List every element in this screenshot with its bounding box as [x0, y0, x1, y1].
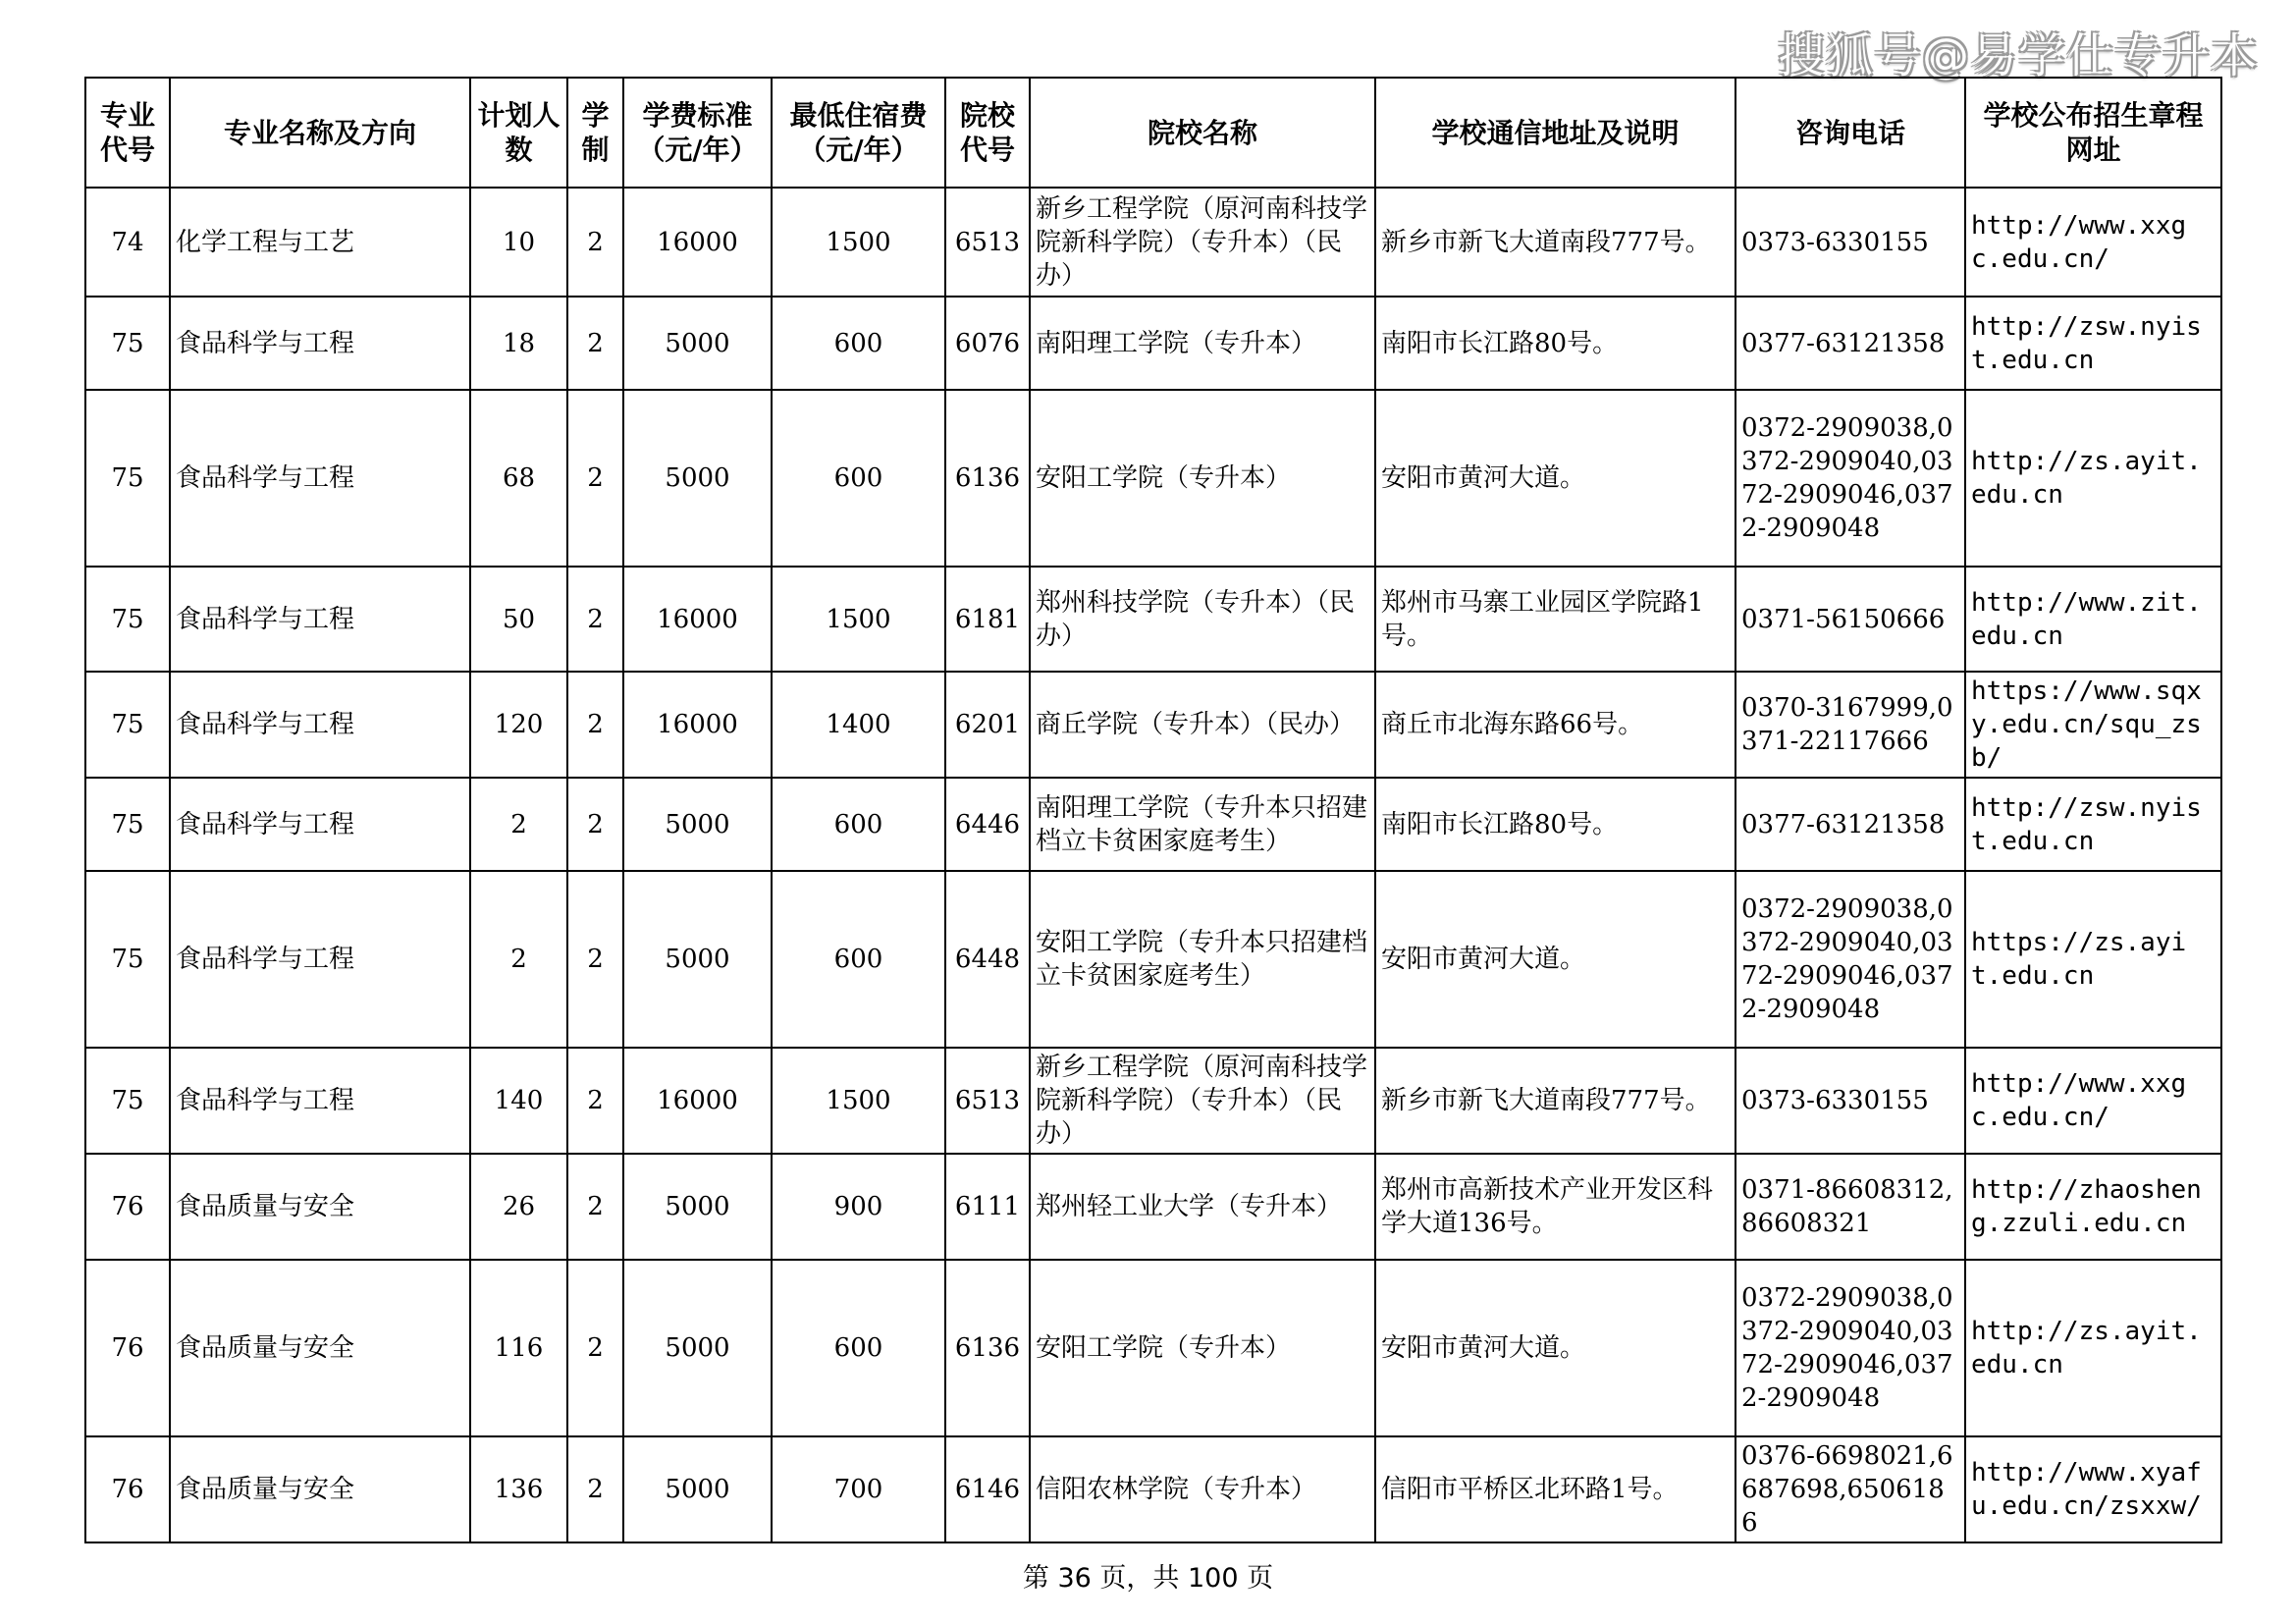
- cell-phone: 0371-86608312,86608321: [1735, 1154, 1965, 1260]
- cell-school-name: 安阳工学院（专升本只招建档立卡贫困家庭考生）: [1030, 871, 1375, 1048]
- cell-address: 郑州市马寨工业园区学院路1号。: [1375, 567, 1735, 672]
- cell-major: 食品科学与工程: [170, 390, 470, 567]
- cell-school-name: 信阳农林学院（专升本）: [1030, 1436, 1375, 1542]
- table-row: [85, 188, 2221, 297]
- cell-phone: 0377-63121358: [1735, 297, 1965, 390]
- cell-phone: 0372-2909038,0372-2909040,0372-2909046,0372-2909048: [1735, 871, 1965, 1048]
- table-row: [85, 1260, 2221, 1436]
- cell-phone: 0371-56150666: [1735, 567, 1965, 672]
- cell-phone: 0376-6698021,6687698,6506186: [1735, 1436, 1965, 1542]
- cell-phone: 0372-2909038,0372-2909040,0372-2909046,0372-2909048: [1735, 1260, 1965, 1436]
- table-row: [85, 1048, 2221, 1154]
- cell-code: 74: [85, 188, 170, 297]
- cell-code: 76: [85, 1260, 170, 1436]
- cell-url[interactable]: https://zs.ayit.edu.cn: [1965, 871, 2221, 1048]
- cell-tuition: 16000: [623, 1048, 772, 1154]
- cell-years: 2: [567, 390, 623, 567]
- cell-major: 食品质量与安全: [170, 1436, 470, 1542]
- cell-major: 食品科学与工程: [170, 778, 470, 871]
- table-row: [85, 1436, 2221, 1542]
- cell-tuition: 16000: [623, 188, 772, 297]
- cell-code: 75: [85, 567, 170, 672]
- cell-phone: 0372-2909038,0372-2909040,0372-2909046,0372-2909048: [1735, 390, 1965, 567]
- cell-code: 76: [85, 1436, 170, 1542]
- cell-school-code: 6448: [945, 871, 1030, 1048]
- cell-lodging: 1500: [772, 188, 945, 297]
- header-tuition: 学费标准（元/年）: [623, 78, 772, 188]
- cell-major: 食品质量与安全: [170, 1154, 470, 1260]
- cell-lodging: 600: [772, 1260, 945, 1436]
- cell-major: 食品科学与工程: [170, 567, 470, 672]
- cell-school-code: 6513: [945, 188, 1030, 297]
- cell-url[interactable]: http://www.xxgc.edu.cn/: [1965, 1048, 2221, 1154]
- cell-tuition: 16000: [623, 567, 772, 672]
- cell-years: 2: [567, 1436, 623, 1542]
- cell-plan: 2: [470, 778, 567, 871]
- cell-lodging: 1400: [772, 672, 945, 778]
- cell-major: 食品科学与工程: [170, 672, 470, 778]
- cell-code: 75: [85, 390, 170, 567]
- cell-years: 2: [567, 778, 623, 871]
- cell-plan: 136: [470, 1436, 567, 1542]
- cell-tuition: 5000: [623, 1154, 772, 1260]
- cell-url[interactable]: https://www.sqxy.edu.cn/squ_zsb/: [1965, 672, 2221, 778]
- cell-plan: 26: [470, 1154, 567, 1260]
- cell-major: 食品质量与安全: [170, 1260, 470, 1436]
- cell-url[interactable]: http://www.xyafu.edu.cn/zsxxw/: [1965, 1436, 2221, 1542]
- cell-url[interactable]: http://zs.ayit.edu.cn: [1965, 1260, 2221, 1436]
- cell-school-name: 南阳理工学院（专升本只招建档立卡贫困家庭考生）: [1030, 778, 1375, 871]
- table-row: [85, 390, 2221, 567]
- table-body: [85, 188, 2221, 1542]
- cell-address: 南阳市长江路80号。: [1375, 778, 1735, 871]
- watermark: 搜狐号@易学仕专升本: [1777, 28, 2259, 83]
- cell-major: 食品科学与工程: [170, 297, 470, 390]
- cell-major: 食品科学与工程: [170, 1048, 470, 1154]
- cell-plan: 120: [470, 672, 567, 778]
- cell-address: 信阳市平桥区北环路1号。: [1375, 1436, 1735, 1542]
- cell-school-code: 6201: [945, 672, 1030, 778]
- header-url: 学校公布招生章程网址: [1965, 78, 2221, 188]
- cell-code: 75: [85, 1048, 170, 1154]
- cell-school-code: 6146: [945, 1436, 1030, 1542]
- cell-phone: 0370-3167999,0371-22117666: [1735, 672, 1965, 778]
- header-code: 专业代号: [85, 78, 170, 188]
- cell-plan: 2: [470, 871, 567, 1048]
- cell-years: 2: [567, 1260, 623, 1436]
- cell-lodging: 600: [772, 297, 945, 390]
- cell-school-code: 6181: [945, 567, 1030, 672]
- cell-url[interactable]: http://www.zit.edu.cn: [1965, 567, 2221, 672]
- cell-lodging: 1500: [772, 567, 945, 672]
- header-school-code: 院校代号: [945, 78, 1030, 188]
- cell-school-code: 6136: [945, 1260, 1030, 1436]
- cell-address: 安阳市黄河大道。: [1375, 1260, 1735, 1436]
- header-lodging: 最低住宿费（元/年）: [772, 78, 945, 188]
- cell-plan: 18: [470, 297, 567, 390]
- cell-address: 新乡市新飞大道南段777号。: [1375, 188, 1735, 297]
- cell-lodging: 600: [772, 871, 945, 1048]
- cell-code: 75: [85, 297, 170, 390]
- cell-phone: 0373-6330155: [1735, 188, 1965, 297]
- cell-url[interactable]: http://zsw.nyist.edu.cn: [1965, 778, 2221, 871]
- enrollment-table: [84, 77, 2222, 1543]
- header-years: 学制: [567, 78, 623, 188]
- cell-phone: 0377-63121358: [1735, 778, 1965, 871]
- cell-school-name: 郑州轻工业大学（专升本）: [1030, 1154, 1375, 1260]
- table-row: [85, 297, 2221, 390]
- header-major: 专业名称及方向: [170, 78, 470, 188]
- cell-phone: 0373-6330155: [1735, 1048, 1965, 1154]
- cell-plan: 10: [470, 188, 567, 297]
- cell-plan: 116: [470, 1260, 567, 1436]
- header-school-name: 院校名称: [1030, 78, 1375, 188]
- table-row: [85, 1154, 2221, 1260]
- cell-years: 2: [567, 1154, 623, 1260]
- cell-years: 2: [567, 672, 623, 778]
- cell-years: 2: [567, 1048, 623, 1154]
- cell-school-name: 安阳工学院（专升本）: [1030, 1260, 1375, 1436]
- table-header-row: [85, 78, 2221, 188]
- cell-school-code: 6076: [945, 297, 1030, 390]
- cell-school-name: 安阳工学院（专升本）: [1030, 390, 1375, 567]
- cell-school-name: 新乡工程学院（原河南科技学院新科学院）（专升本）（民办）: [1030, 1048, 1375, 1154]
- cell-lodging: 700: [772, 1436, 945, 1542]
- cell-school-code: 6136: [945, 390, 1030, 567]
- cell-tuition: 5000: [623, 1260, 772, 1436]
- cell-plan: 68: [470, 390, 567, 567]
- cell-url[interactable]: http://zs.ayit.edu.cn: [1965, 390, 2221, 567]
- cell-address: 新乡市新飞大道南段777号。: [1375, 1048, 1735, 1154]
- cell-school-code: 6513: [945, 1048, 1030, 1154]
- cell-major: 化学工程与工艺: [170, 188, 470, 297]
- cell-tuition: 5000: [623, 390, 772, 567]
- cell-school-code: 6446: [945, 778, 1030, 871]
- cell-tuition: 5000: [623, 297, 772, 390]
- cell-tuition: 5000: [623, 1436, 772, 1542]
- cell-address: 南阳市长江路80号。: [1375, 297, 1735, 390]
- table-row: [85, 567, 2221, 672]
- cell-address: 安阳市黄河大道。: [1375, 390, 1735, 567]
- cell-years: 2: [567, 871, 623, 1048]
- header-address: 学校通信地址及说明: [1375, 78, 1735, 188]
- cell-lodging: 900: [772, 1154, 945, 1260]
- cell-school-name: 商丘学院（专升本）（民办）: [1030, 672, 1375, 778]
- cell-school-name: 新乡工程学院（原河南科技学院新科学院）（专升本）（民办）: [1030, 188, 1375, 297]
- cell-tuition: 5000: [623, 778, 772, 871]
- cell-plan: 50: [470, 567, 567, 672]
- cell-tuition: 5000: [623, 871, 772, 1048]
- cell-years: 2: [567, 567, 623, 672]
- cell-code: 75: [85, 672, 170, 778]
- table-row: [85, 871, 2221, 1048]
- table-row: [85, 672, 2221, 778]
- header-phone: 咨询电话: [1735, 78, 1965, 188]
- cell-address: 商丘市北海东路66号。: [1375, 672, 1735, 778]
- cell-lodging: 600: [772, 778, 945, 871]
- cell-major: 食品科学与工程: [170, 871, 470, 1048]
- cell-url[interactable]: http://zhaosheng.zzuli.edu.cn: [1965, 1154, 2221, 1260]
- cell-years: 2: [567, 188, 623, 297]
- cell-url[interactable]: http://www.xxgc.edu.cn/: [1965, 188, 2221, 297]
- cell-address: 郑州市高新技术产业开发区科学大道136号。: [1375, 1154, 1735, 1260]
- cell-code: 75: [85, 778, 170, 871]
- cell-school-name: 郑州科技学院（专升本）（民办）: [1030, 567, 1375, 672]
- cell-url[interactable]: http://zsw.nyist.edu.cn: [1965, 297, 2221, 390]
- cell-tuition: 16000: [623, 672, 772, 778]
- cell-plan: 140: [470, 1048, 567, 1154]
- cell-code: 75: [85, 871, 170, 1048]
- cell-years: 2: [567, 297, 623, 390]
- cell-address: 安阳市黄河大道。: [1375, 871, 1735, 1048]
- cell-school-code: 6111: [945, 1154, 1030, 1260]
- cell-lodging: 600: [772, 390, 945, 567]
- cell-lodging: 1500: [772, 1048, 945, 1154]
- cell-code: 76: [85, 1154, 170, 1260]
- page-footer: 第 36 页，共 100 页: [1022, 1563, 1274, 1594]
- header-plan: 计划人数: [470, 78, 567, 188]
- table-row: [85, 778, 2221, 871]
- cell-school-name: 南阳理工学院（专升本）: [1030, 297, 1375, 390]
